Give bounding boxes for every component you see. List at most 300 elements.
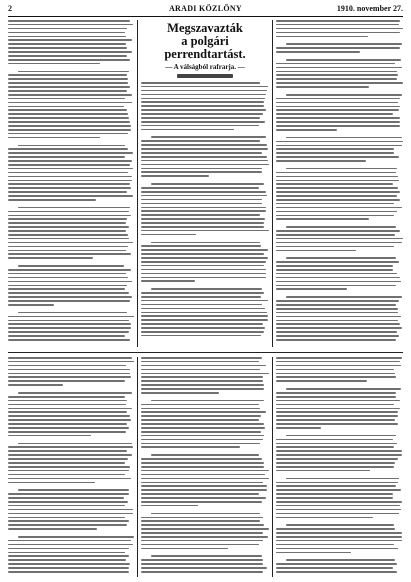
- text-line-placeholder: [141, 148, 268, 150]
- text-line-placeholder: [276, 411, 398, 413]
- text-line-placeholder: [276, 505, 400, 507]
- text-line-placeholder: [8, 373, 130, 375]
- text-line-placeholder: [141, 191, 266, 193]
- text-block: [8, 20, 134, 341]
- text-line-placeholder: [276, 74, 398, 76]
- text-line-placeholder: [141, 175, 209, 177]
- text-line-placeholder: [276, 63, 395, 65]
- text-line-placeholder: [276, 408, 400, 410]
- text-line-placeholder: [8, 292, 129, 294]
- text-line-placeholder: [8, 388, 133, 390]
- text-line-placeholder: [141, 528, 269, 530]
- text-line-placeholder: [18, 145, 124, 147]
- text-line-placeholder: [8, 454, 132, 456]
- text-line-placeholder: [8, 435, 91, 437]
- text-line-placeholder: [276, 419, 395, 421]
- text-line-placeholder: [8, 125, 131, 127]
- text-line-placeholder: [8, 544, 133, 546]
- text-line-placeholder: [276, 191, 400, 193]
- text-line-placeholder: [276, 121, 400, 123]
- text-line-placeholder: [141, 544, 259, 546]
- text-line-placeholder: [141, 501, 262, 503]
- text-line-placeholder: [141, 388, 264, 390]
- text-line-placeholder: [141, 450, 262, 452]
- text-line-placeholder: [8, 215, 131, 217]
- text-line-placeholder: [141, 113, 263, 115]
- text-line-placeholder: [18, 265, 124, 267]
- text-line-placeholder: [276, 327, 402, 329]
- column-divider: [272, 357, 273, 577]
- text-line-placeholder: [276, 509, 401, 511]
- text-line-placeholder: [141, 284, 263, 286]
- text-line-placeholder: [8, 520, 129, 522]
- text-line-placeholder: [8, 176, 132, 178]
- text-line-placeholder: [8, 133, 128, 135]
- text-line-placeholder: [276, 164, 394, 166]
- text-line-placeholder: [141, 315, 268, 317]
- text-line-placeholder: [8, 222, 126, 224]
- text-line-placeholder: [276, 497, 393, 499]
- text-line-placeholder: [276, 532, 402, 534]
- text-line-placeholder: [8, 505, 125, 507]
- text-line-placeholder: [8, 327, 131, 329]
- text-line-placeholder: [276, 439, 393, 441]
- article-title-line-2: a polgári perrendtartást.: [164, 34, 246, 61]
- text-line-placeholder: [8, 524, 127, 526]
- text-line-placeholder: [8, 242, 133, 244]
- text-line-placeholder: [8, 51, 132, 53]
- text-line-placeholder: [276, 482, 398, 484]
- text-line-placeholder: [141, 466, 264, 468]
- text-line-placeholder: [8, 357, 132, 359]
- text-line-placeholder: [141, 415, 261, 417]
- text-line-placeholder: [276, 339, 396, 341]
- text-line-placeholder: [276, 218, 369, 220]
- text-line-placeholder: [8, 323, 131, 325]
- text-line-placeholder: [8, 160, 132, 162]
- text-line-placeholder: [8, 411, 127, 413]
- text-line-placeholder: [151, 400, 264, 402]
- text-line-placeholder: [8, 74, 127, 76]
- page-header: [8, 4, 403, 17]
- text-line-placeholder: [8, 250, 126, 252]
- text-line-placeholder: [141, 292, 264, 294]
- text-line-placeholder: [8, 32, 125, 34]
- text-line-placeholder: [141, 485, 267, 487]
- text-line-placeholder: [276, 431, 397, 433]
- text-line-placeholder: [141, 427, 265, 429]
- text-line-placeholder: [8, 148, 128, 150]
- text-line-placeholder: [8, 137, 100, 139]
- issue-date: 1910. november 27.: [336, 4, 403, 13]
- text-line-placeholder: [141, 323, 263, 325]
- text-line-placeholder: [276, 373, 395, 375]
- text-line-placeholder: [141, 210, 266, 212]
- text-line-placeholder: [276, 528, 395, 530]
- text-line-placeholder: [141, 304, 262, 306]
- text-line-placeholder: [8, 28, 127, 30]
- text-block: [141, 357, 269, 573]
- text-line-placeholder: [141, 384, 264, 386]
- text-line-placeholder: [276, 312, 398, 314]
- text-line-placeholder: [286, 559, 394, 561]
- column-3-upper: [276, 20, 403, 347]
- text-line-placeholder: [8, 396, 125, 398]
- text-line-placeholder: [286, 478, 399, 480]
- text-line-placeholder: [276, 160, 366, 162]
- text-line-placeholder: [8, 234, 128, 236]
- text-line-placeholder: [8, 59, 130, 61]
- text-line-placeholder: [141, 361, 259, 363]
- text-line-placeholder: [276, 261, 399, 263]
- text-line-placeholder: [141, 269, 266, 271]
- text-line-placeholder: [8, 152, 133, 154]
- text-line-placeholder: [8, 384, 63, 386]
- text-line-placeholder: [276, 454, 402, 456]
- article-subtitle: — A válságból rafrarja. —: [165, 63, 245, 71]
- text-line-placeholder: [8, 129, 131, 131]
- text-line-placeholder: [18, 443, 132, 445]
- text-line-placeholder: [141, 253, 264, 255]
- text-line-placeholder: [8, 400, 127, 402]
- text-line-placeholder: [18, 536, 134, 538]
- text-line-placeholder: [276, 544, 394, 546]
- text-line-placeholder: [141, 482, 263, 484]
- text-line-placeholder: [8, 482, 95, 484]
- text-line-placeholder: [8, 339, 130, 341]
- text-line-placeholder: [8, 47, 127, 49]
- text-line-placeholder: [141, 179, 267, 181]
- text-line-placeholder: [141, 195, 267, 197]
- text-line-placeholder: [141, 552, 260, 554]
- text-line-placeholder: [8, 548, 129, 550]
- text-line-placeholder: [141, 319, 268, 321]
- text-line-placeholder: [276, 152, 394, 154]
- text-line-placeholder: [141, 458, 262, 460]
- text-line-placeholder: [276, 71, 397, 73]
- text-line-placeholder: [276, 199, 400, 201]
- text-line-placeholder: [141, 125, 259, 127]
- text-line-placeholder: [276, 273, 397, 275]
- text-line-placeholder: [8, 168, 133, 170]
- column-1-lower: [8, 357, 134, 577]
- text-line-placeholder: [286, 388, 401, 390]
- text-line-placeholder: [8, 269, 131, 271]
- text-line-placeholder: [276, 277, 400, 279]
- text-line-placeholder: [141, 156, 267, 158]
- text-line-placeholder: [276, 187, 398, 189]
- text-line-placeholder: [18, 489, 129, 491]
- text-line-placeholder: [276, 86, 369, 88]
- text-line-placeholder: [276, 183, 393, 185]
- text-line-placeholder: [276, 281, 401, 283]
- text-line-placeholder: [141, 423, 264, 425]
- text-line-placeholder: [141, 327, 265, 329]
- text-line-placeholder: [8, 450, 127, 452]
- text-block: [276, 357, 403, 573]
- text-line-placeholder: [141, 431, 261, 433]
- article-title-line-1: Megszavazták: [167, 21, 243, 35]
- text-line-placeholder: [141, 82, 260, 84]
- text-line-placeholder: [276, 24, 399, 26]
- text-line-placeholder: [141, 133, 267, 135]
- text-line-placeholder: [151, 555, 262, 557]
- text-line-placeholder: [276, 90, 401, 92]
- text-line-placeholder: [8, 117, 129, 119]
- text-line-placeholder: [141, 376, 263, 378]
- text-line-placeholder: [276, 423, 398, 425]
- text-line-placeholder: [141, 439, 263, 441]
- text-line-placeholder: [141, 540, 263, 542]
- text-line-placeholder: [141, 105, 264, 107]
- text-line-placeholder: [8, 517, 125, 519]
- text-line-placeholder: [276, 300, 399, 302]
- text-line-placeholder: [141, 443, 260, 445]
- text-line-placeholder: [8, 67, 134, 69]
- text-line-placeholder: [141, 357, 262, 359]
- text-line-placeholder: [8, 571, 129, 573]
- text-line-placeholder: [8, 20, 130, 22]
- text-line-placeholder: [276, 540, 402, 542]
- text-line-placeholder: [276, 323, 400, 325]
- text-line-placeholder: [141, 168, 262, 170]
- text-line-placeholder: [276, 501, 402, 503]
- text-line-placeholder: [141, 187, 259, 189]
- text-line-placeholder: [141, 532, 263, 534]
- text-line-placeholder: [141, 222, 264, 224]
- text-line-placeholder: [151, 513, 260, 515]
- text-line-placeholder: [141, 152, 262, 154]
- text-line-placeholder: [8, 567, 129, 569]
- text-line-placeholder: [276, 450, 402, 452]
- text-line-placeholder: [276, 265, 393, 267]
- text-line-placeholder: [276, 230, 400, 232]
- text-line-placeholder: [8, 474, 125, 476]
- text-line-placeholder: [8, 331, 129, 333]
- text-line-placeholder: [141, 470, 269, 472]
- text-line-placeholder: [141, 296, 261, 298]
- text-line-placeholder: [286, 524, 394, 526]
- text-line-placeholder: [276, 269, 393, 271]
- text-line-placeholder: [8, 365, 126, 367]
- text-line-placeholder: [276, 462, 395, 464]
- text-line-placeholder: [8, 191, 127, 193]
- text-line-placeholder: [8, 90, 127, 92]
- masthead: ARADI KÖZLÖNY: [168, 4, 243, 13]
- text-line-placeholder: [8, 285, 127, 287]
- text-line-placeholder: [141, 373, 269, 375]
- text-line-placeholder: [276, 563, 397, 565]
- text-line-placeholder: [141, 109, 266, 111]
- text-line-placeholder: [8, 380, 125, 382]
- text-line-placeholder: [276, 148, 394, 150]
- text-line-placeholder: [276, 106, 400, 108]
- text-line-placeholder: [8, 540, 131, 542]
- text-line-placeholder: [8, 466, 130, 468]
- text-line-placeholder: [8, 532, 128, 534]
- text-line-placeholder: [276, 489, 401, 491]
- text-line-placeholder: [8, 308, 125, 310]
- text-line-placeholder: [141, 369, 260, 371]
- text-line-placeholder: [141, 280, 195, 282]
- text-line-placeholder: [276, 129, 337, 131]
- text-line-placeholder: [276, 102, 398, 104]
- text-line-placeholder: [276, 117, 400, 119]
- text-line-placeholder: [8, 218, 127, 220]
- text-line-placeholder: [8, 109, 127, 111]
- text-line-placeholder: [141, 273, 266, 275]
- text-line-placeholder: [141, 520, 260, 522]
- text-line-placeholder: [141, 396, 260, 398]
- text-line-placeholder: [276, 513, 399, 515]
- section-divider: [8, 352, 403, 353]
- text-line-placeholder: [276, 253, 402, 255]
- text-line-placeholder: [276, 51, 360, 53]
- text-line-placeholder: [141, 408, 260, 410]
- text-line-placeholder: [18, 392, 132, 394]
- text-line-placeholder: [141, 214, 260, 216]
- text-line-placeholder: [141, 419, 259, 421]
- text-line-placeholder: [8, 187, 131, 189]
- text-line-placeholder: [8, 164, 130, 166]
- text-line-placeholder: [8, 238, 129, 240]
- text-line-placeholder: [276, 335, 399, 337]
- text-line-placeholder: [276, 195, 397, 197]
- text-line-placeholder: [276, 288, 347, 290]
- text-line-placeholder: [8, 423, 127, 425]
- text-line-placeholder: [141, 90, 267, 92]
- text-line-placeholder: [8, 246, 128, 248]
- text-line-placeholder: [141, 571, 263, 573]
- text-line-placeholder: [276, 380, 367, 382]
- text-line-placeholder: [276, 555, 393, 557]
- text-line-placeholder: [8, 304, 54, 306]
- text-line-placeholder: [276, 203, 394, 205]
- text-line-placeholder: [276, 536, 402, 538]
- page-number: 2: [8, 4, 12, 13]
- text-line-placeholder: [8, 183, 130, 185]
- text-line-placeholder: [141, 536, 268, 538]
- text-line-placeholder: [286, 43, 402, 45]
- text-line-placeholder: [8, 121, 130, 123]
- text-line-placeholder: [141, 94, 266, 96]
- text-line-placeholder: [141, 98, 265, 100]
- text-block: [8, 357, 134, 573]
- text-line-placeholder: [276, 474, 394, 476]
- text-line-placeholder: [8, 43, 126, 45]
- text-line-placeholder: [141, 230, 269, 232]
- text-line-placeholder: [8, 55, 127, 57]
- text-line-placeholder: [286, 137, 402, 139]
- text-line-placeholder: [8, 369, 130, 371]
- text-line-placeholder: [8, 528, 97, 530]
- text-line-placeholder: [8, 226, 129, 228]
- column-divider: [137, 357, 138, 577]
- text-line-placeholder: [8, 98, 125, 100]
- text-line-placeholder: [8, 199, 96, 201]
- text-line-placeholder: [151, 242, 260, 244]
- text-line-placeholder: [276, 28, 403, 30]
- text-line-placeholder: [276, 36, 368, 38]
- text-line-placeholder: [8, 470, 129, 472]
- text-line-placeholder: [8, 102, 132, 104]
- text-line-placeholder: [8, 431, 126, 433]
- text-line-placeholder: [276, 404, 394, 406]
- text-line-placeholder: [141, 308, 265, 310]
- text-line-placeholder: [276, 427, 321, 429]
- text-line-placeholder: [141, 277, 266, 279]
- text-line-placeholder: [8, 195, 133, 197]
- text-line-placeholder: [8, 273, 126, 275]
- text-line-placeholder: [8, 281, 132, 283]
- text-line-placeholder: [276, 365, 401, 367]
- text-line-placeholder: [8, 94, 132, 96]
- text-line-placeholder: [8, 106, 124, 108]
- text-line-placeholder: [276, 215, 394, 217]
- text-line-placeholder: [8, 462, 125, 464]
- text-line-placeholder: [8, 203, 132, 205]
- text-line-placeholder: [276, 517, 373, 519]
- text-line-placeholder: [141, 380, 263, 382]
- text-line-placeholder: [141, 548, 228, 550]
- text-line-placeholder: [8, 257, 93, 259]
- text-line-placeholder: [276, 141, 403, 143]
- text-line-placeholder: [141, 234, 196, 236]
- text-line-placeholder: [18, 207, 130, 209]
- text-line-placeholder: [151, 183, 264, 185]
- text-line-placeholder: [276, 20, 400, 22]
- text-line-placeholder: [8, 415, 130, 417]
- text-line-placeholder: [286, 435, 396, 437]
- text-line-placeholder: [141, 199, 262, 201]
- text-line-placeholder: [276, 98, 400, 100]
- text-line-placeholder: [276, 133, 400, 135]
- text-line-placeholder: [8, 408, 132, 410]
- text-line-placeholder: [8, 513, 133, 515]
- text-line-placeholder: [276, 47, 400, 49]
- text-line-placeholder: [286, 296, 402, 298]
- text-line-placeholder: [151, 454, 259, 456]
- text-line-placeholder: [8, 82, 128, 84]
- text-line-placeholder: [276, 392, 396, 394]
- text-line-placeholder: [141, 171, 262, 173]
- text-line-placeholder: [141, 411, 266, 413]
- text-line-placeholder: [8, 277, 128, 279]
- text-line-placeholder: [8, 39, 132, 41]
- text-line-placeholder: [276, 458, 398, 460]
- text-line-placeholder: [286, 226, 396, 228]
- column-divider: [137, 20, 138, 347]
- text-line-placeholder: [276, 466, 394, 468]
- text-line-placeholder: [8, 320, 129, 322]
- text-line-placeholder: [276, 415, 398, 417]
- article-heading: [141, 22, 269, 78]
- text-line-placeholder: [141, 86, 268, 88]
- text-line-placeholder: [276, 39, 397, 41]
- text-line-placeholder: [8, 485, 130, 487]
- text-line-placeholder: [276, 180, 399, 182]
- text-line-placeholder: [8, 172, 128, 174]
- text-line-placeholder: [141, 446, 240, 448]
- text-line-placeholder: [8, 288, 125, 290]
- text-line-placeholder: [276, 446, 394, 448]
- text-line-placeholder: [8, 555, 129, 557]
- text-line-placeholder: [8, 478, 131, 480]
- text-line-placeholder: [8, 361, 134, 363]
- text-line-placeholder: [8, 446, 133, 448]
- text-line-placeholder: [8, 316, 134, 318]
- text-line-placeholder: [276, 493, 393, 495]
